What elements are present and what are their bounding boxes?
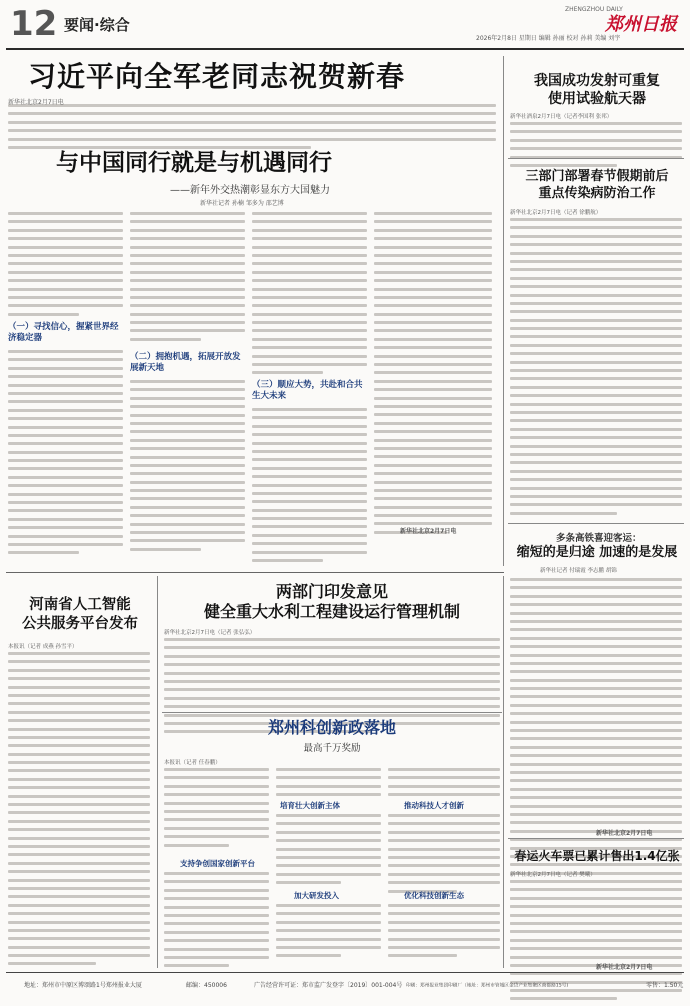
bottom-right-byline: 新华社北京2月7日电（记者 樊曦）	[510, 872, 596, 878]
bottom-center-col-2c	[276, 904, 381, 963]
lead-byline: 新华社北京2月7日电	[8, 99, 64, 106]
commentary-kicker: 多条高铁喜迎客运：	[556, 533, 642, 544]
feature-byline: 新华社记者 孙楠 邹多为 邵艺博	[200, 200, 284, 207]
right-top-body	[510, 122, 682, 172]
right-middle-byline: 新华社北京2月7日电（记者 徐鹏航）	[510, 210, 602, 216]
paper-name-en: ZHENGZHOU DAILY	[565, 6, 623, 13]
bottom-center-col-3b	[388, 814, 500, 898]
paper-masthead: 郑州日报	[605, 14, 677, 35]
bottom-center-section-5: 推动科技人才创新	[404, 801, 464, 810]
right-middle-body	[510, 218, 682, 520]
right-rule-2	[508, 523, 684, 524]
feature-section-2: （二）拥抱机遇，拓展开放发展新天地	[130, 352, 241, 373]
right-top-byline: 新华社酒泉2月7日电（记者李国利 张邦）	[510, 114, 613, 120]
footer-printer: 印刷：郑州报业集团印刷厂（地址：郑州市管城区金岱产业集聚区商都路15号)	[406, 982, 569, 989]
right-middle-headline-2: 重点传染病防治工作	[538, 186, 656, 201]
footer-zip: 邮编：450006	[186, 982, 227, 989]
bottom-left-headline-1: 河南省人工智能	[29, 597, 131, 613]
bottom-center-byline: 本报讯（记者 任春鹏）	[164, 760, 221, 766]
feature-col-1b	[8, 350, 123, 560]
commentary-footer: 新华社北京2月7日电	[596, 830, 653, 837]
lead-body	[8, 104, 496, 154]
bottom-middle-headline-2: 健全重大水利工程建设运行管理机制	[203, 602, 460, 621]
bottom-rule	[6, 572, 504, 573]
feature-subheadline: ——新年外交热潮彰显东方大国魅力	[170, 185, 330, 196]
bottom-center-col-2b	[276, 814, 381, 890]
footer-price: 零售：1.50元	[646, 982, 684, 989]
footer-bar	[6, 977, 684, 991]
bottom-center-col-1	[164, 768, 269, 852]
bottom-center-col-2	[276, 768, 381, 802]
bottom-right-rule	[508, 838, 684, 839]
date-line: 2026年2月8日 星期日 编辑 孙丽 校对 孙莉 美编 刘宇	[476, 35, 621, 42]
right-top-headline-1: 我国成功发射可重复	[534, 73, 660, 89]
bottom-middle-headline-1: 两部门印发意见	[275, 582, 388, 601]
page-number: 12	[10, 4, 58, 44]
commentary-headline: 缩短的是归途 加速的是发展	[516, 545, 678, 560]
feature-col-3	[252, 212, 367, 380]
bottom-middle-byline: 新华社北京2月7日电（记者 张弘弘）	[164, 630, 256, 636]
feature-section-1: （一）寻找信心，握紧世界经济稳定器	[8, 322, 119, 343]
bottom-divider-1	[157, 576, 158, 968]
page-header	[0, 0, 690, 56]
commentary-byline: 新华社记者 付瑞霞 李志鹏 胡锦	[540, 568, 617, 574]
bottom-center-section-6: 优化科技创新生态	[404, 891, 464, 900]
bottom-center-col-3c	[388, 904, 500, 963]
right-top-headline-2: 使用试验航天器	[548, 91, 646, 107]
bottom-right-footer: 新华社北京2月7日电	[596, 964, 653, 971]
footer-rule	[6, 972, 684, 973]
bottom-center-col-1b	[164, 872, 269, 973]
section-label: 要闻·综合	[64, 16, 130, 34]
feature-section-3: （三）顺应大势，共赴和合共生大未来	[252, 380, 363, 401]
bottom-center-col-3	[388, 768, 500, 802]
bottom-middle-rule	[162, 712, 502, 713]
feature-col-4	[374, 212, 492, 539]
bottom-center-subheadline: 最高千万奖励	[303, 743, 361, 754]
bottom-right-headline: 春运火车票已累计售出1.4亿张	[514, 849, 680, 863]
bottom-center-section-2: 培育壮大创新主体	[280, 801, 340, 810]
bottom-left-body	[8, 652, 150, 971]
feature-footer: 新华社北京2月7日电	[400, 528, 457, 535]
feature-col-1	[8, 212, 123, 321]
right-middle-headline-1: 三部门部署春节假期前后	[525, 169, 669, 184]
bottom-left-headline-2: 公共服务平台发布	[22, 616, 138, 632]
footer-address: 地址：郑州市中原区博颂路1号郑州报业大厦	[24, 982, 142, 989]
bottom-divider-2	[503, 576, 504, 968]
right-rule-1	[508, 158, 684, 159]
footer-ad-permit: 广告经营许可证：郑市监广发登字〔2019〕001-004号	[254, 982, 403, 989]
feature-headline: 与中国同行就是与机遇同行	[56, 150, 332, 176]
bottom-center-headline: 郑州科创新政落地	[267, 718, 396, 737]
lead-headline: 习近平向全军老同志祝贺新春	[28, 60, 406, 93]
bottom-center-section-1: 支持争创国家创新平台	[180, 859, 255, 868]
column-divider	[503, 56, 504, 566]
feature-col-2	[130, 212, 245, 346]
feature-col-2b	[130, 380, 245, 556]
bottom-center-section-3: 加大研发投入	[294, 891, 339, 900]
bottom-left-byline: 本报讯（记者 成燕 孙雪平）	[8, 644, 78, 650]
feature-col-3b	[252, 408, 367, 567]
header-rule	[6, 48, 684, 50]
